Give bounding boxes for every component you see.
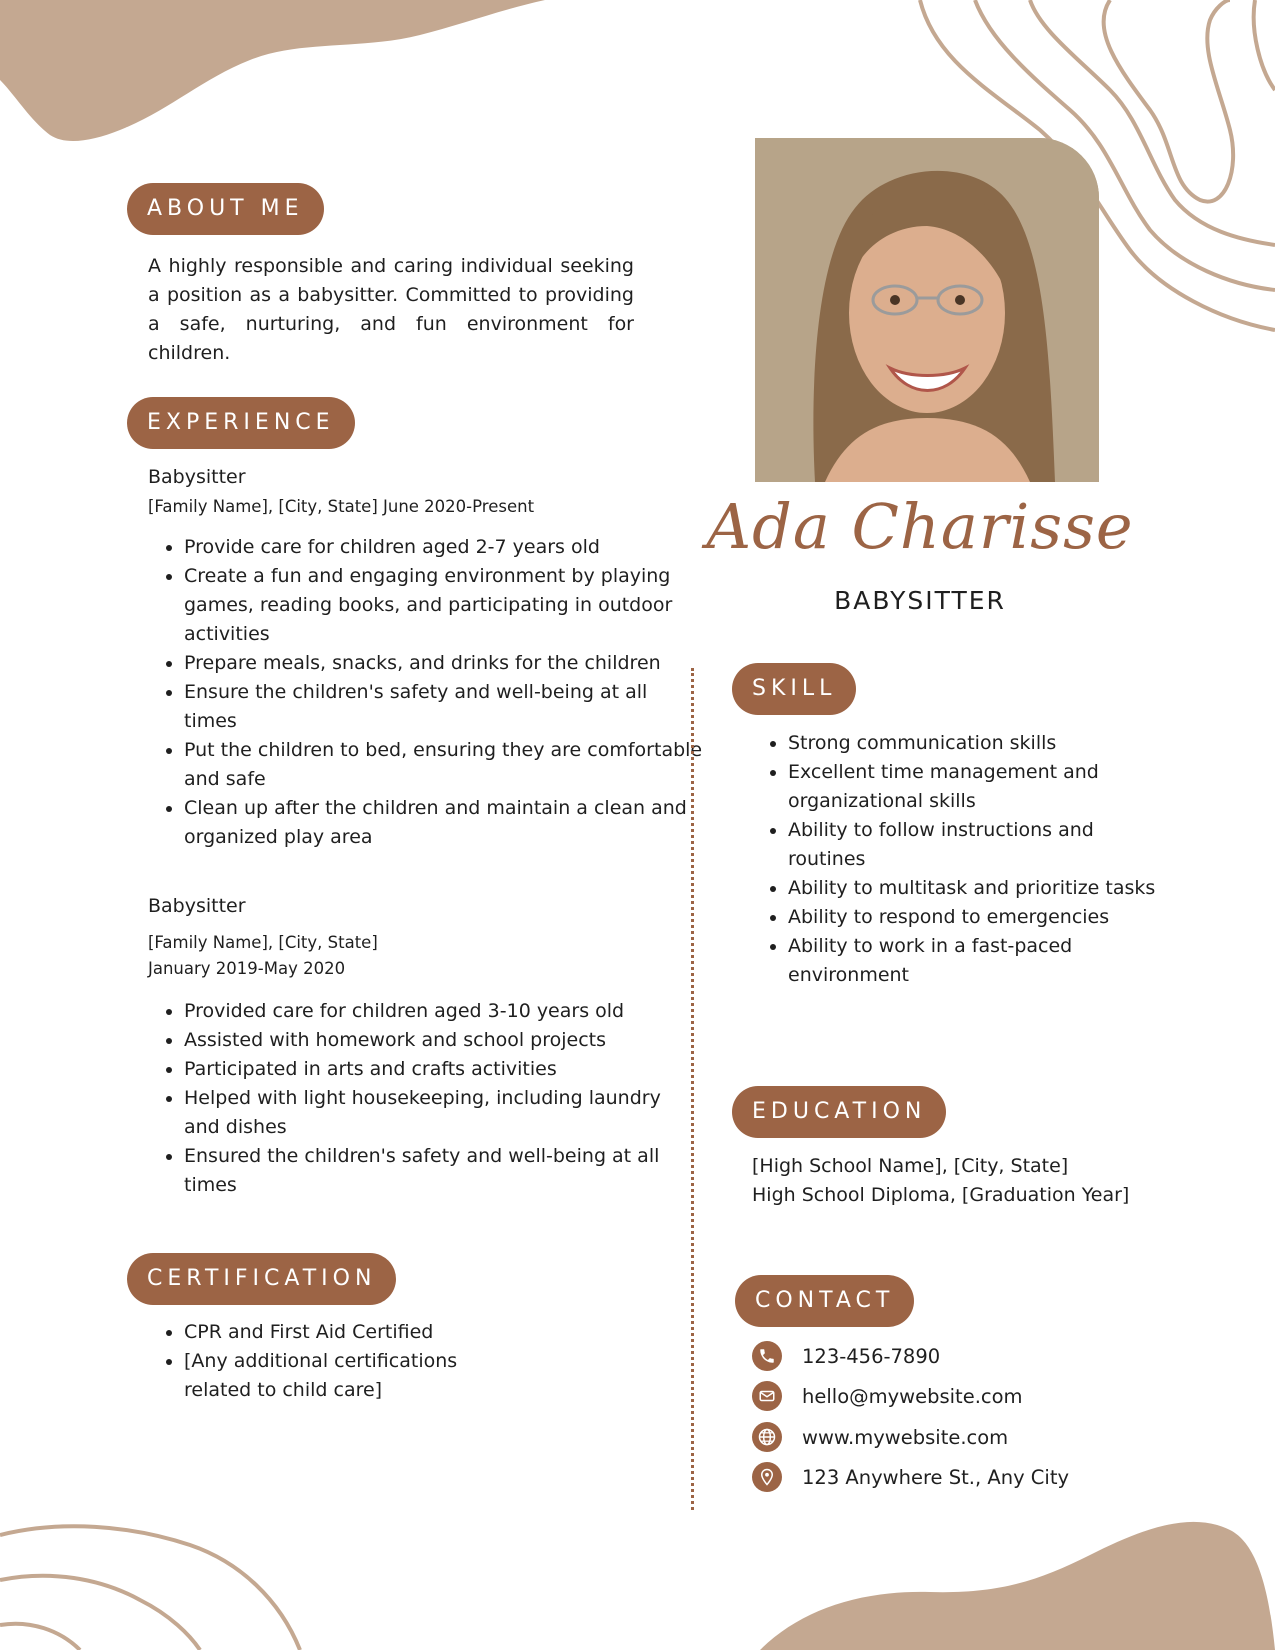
about-heading: ABOUT ME <box>127 183 324 235</box>
list-item: • Put the children to bed, ensuring they are comfortable and safe <box>184 736 704 794</box>
certification-list <box>148 1318 504 1405</box>
bottom-right-blob <box>760 1522 1275 1650</box>
list-item: • Ability to work in a fast-paced environment <box>788 932 1158 990</box>
skill-heading: SKILL <box>732 663 856 715</box>
education-line1: [High School Name], [City, State] <box>752 1155 1069 1177</box>
phone-icon <box>752 1341 782 1371</box>
job-1-title: Babysitter <box>148 466 246 488</box>
job-2-title: Babysitter <box>148 895 246 917</box>
contact-address <box>752 1461 1069 1493</box>
profile-photo <box>755 138 1099 482</box>
education-heading: EDUCATION <box>732 1086 946 1138</box>
globe-icon <box>752 1422 782 1452</box>
contact-website <box>752 1421 1008 1453</box>
list-item: • Ability to follow instructions and routines <box>788 816 1158 874</box>
job-1-meta: [Family Name], [City, State] June 2020-Present <box>148 497 535 516</box>
contact-website-text: www.mywebsite.com <box>802 1425 1009 1449</box>
contact-phone <box>752 1340 940 1372</box>
job-1-bullets <box>148 533 704 852</box>
list-item: • Create a fun and engaging environment by playing games, reading books, and participating in outdoor activities <box>184 562 704 649</box>
list-item: • Ability to respond to emergencies <box>788 903 1158 932</box>
list-item: • Ensure the children's safety and well-being at all times <box>184 678 704 736</box>
top-left-blob <box>0 0 545 141</box>
location-pin-icon <box>752 1462 782 1492</box>
contact-address-text: 123 Anywhere St., Any City <box>802 1465 1070 1489</box>
list-item: • Ensured the children's safety and well-being at all times <box>184 1142 674 1200</box>
job-2-meta-line1: [Family Name], [City, State] <box>148 933 378 952</box>
list-item: • Strong communication skills <box>788 729 1158 758</box>
contact-heading: CONTACT <box>735 1275 914 1327</box>
profile-role: BABYSITTER <box>834 586 1006 615</box>
column-divider <box>691 668 694 1510</box>
list-item: • Clean up after the children and maintain a clean and organized play area <box>184 794 704 852</box>
education-line2: High School Diploma, [Graduation Year] <box>752 1184 1130 1206</box>
job-2-bullets <box>148 997 674 1200</box>
certification-heading: CERTIFICATION <box>127 1253 396 1305</box>
list-item: • Prepare meals, snacks, and drinks for the children <box>184 649 704 678</box>
list-item: • Ability to multitask and prioritize tasks <box>788 874 1158 903</box>
list-item: • Helped with light housekeeping, including laundry and dishes <box>184 1084 674 1142</box>
job-2-meta-line2: January 2019-May 2020 <box>148 959 346 978</box>
about-text: A highly responsible and caring individual seeking a position as a babysitter. Committed to providing a safe, nurturing, and fun environment for children. <box>148 255 634 364</box>
contact-email-text: hello@mywebsite.com <box>802 1384 1023 1408</box>
bottom-left-contour-lines <box>0 1526 300 1650</box>
list-item: • Excellent time management and organizational skills <box>788 758 1158 816</box>
list-item: • Assisted with homework and school projects <box>184 1026 674 1055</box>
list-item: • Provided care for children aged 3-10 years old <box>184 997 674 1026</box>
education-details <box>752 1152 1129 1210</box>
experience-heading: EXPERIENCE <box>127 397 355 449</box>
list-item: • [Any additional certifications related to child care] <box>184 1347 504 1405</box>
list-item: • CPR and First Aid Certified <box>184 1318 504 1347</box>
skill-list <box>752 729 1158 990</box>
profile-name: Ada Charisse <box>706 490 1134 563</box>
list-item: • Provide care for children aged 2-7 years old <box>184 533 704 562</box>
list-item: • Participated in arts and crafts activities <box>184 1055 674 1084</box>
contact-phone-text: 123-456-7890 <box>802 1344 941 1368</box>
email-icon <box>752 1381 782 1411</box>
contact-email <box>752 1380 1023 1412</box>
